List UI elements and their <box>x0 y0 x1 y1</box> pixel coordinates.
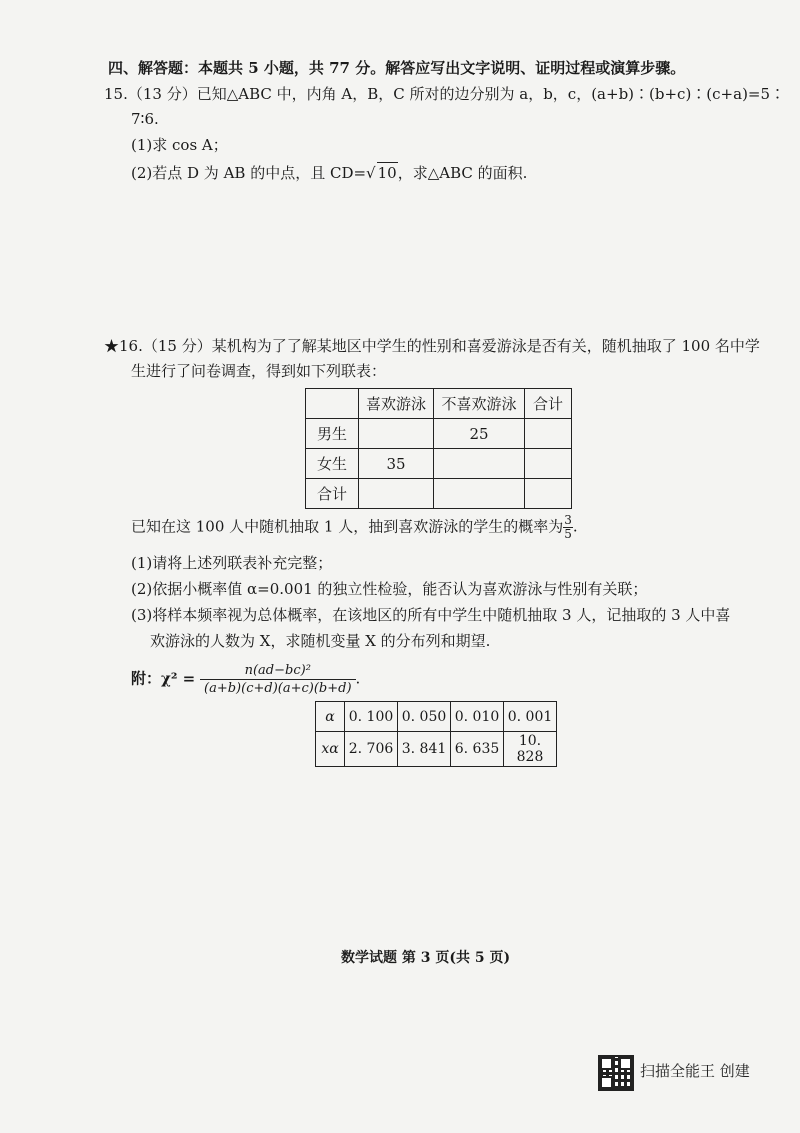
table-cell <box>434 449 525 479</box>
q15-part2-post: ，求△ABC 的面积. <box>397 164 528 182</box>
table-cell: 合计 <box>525 389 572 419</box>
table-cell <box>306 389 359 419</box>
q16-part3-line2: 欢游泳的人数为 X，求随机变量 X 的分布列和期望. <box>150 632 491 650</box>
table-cell: 6. 635 <box>451 732 504 767</box>
q15-part2-pre: (2)若点 D 为 AB 的中点，且 CD= <box>131 164 367 182</box>
q16-line2: 生进行了问卷调查，得到如下列联表： <box>131 362 387 380</box>
table-row <box>306 419 572 449</box>
formula-label: 附：χ² = <box>131 669 196 688</box>
table-header-row <box>306 389 572 419</box>
section-heading: 四、解答题：本题共 5 小题，共 77 分。解答应写出文字说明、证明过程或演算步骤。 <box>108 59 686 77</box>
table-cell: 3. 841 <box>398 732 451 767</box>
table-cell <box>359 419 434 449</box>
qr-code-icon <box>598 1055 634 1091</box>
sqrt-symbol: √ <box>366 164 376 182</box>
fraction-numerator: 3 <box>564 513 572 527</box>
table-row <box>306 449 572 479</box>
q16-known-pre: 已知在这 100 人中随机抽取 1 人，抽到喜欢游泳的学生的概率为 <box>131 517 564 536</box>
q15-part2-sqrt: 10 <box>377 164 397 182</box>
fraction-denominator: 5 <box>564 527 572 541</box>
page-footer: 数学试题 第 3 页(共 5 页) <box>341 950 511 966</box>
q15-part1: (1)求 cos A； <box>131 136 228 154</box>
q16-known <box>131 514 578 541</box>
table-cell <box>359 479 434 509</box>
table-cell: 0. 001 <box>504 702 557 732</box>
scanner-watermark: 扫描全能王 创建 <box>640 1062 750 1080</box>
table-row <box>316 702 557 732</box>
table-cell <box>525 449 572 479</box>
q16-part3-line1: (3)将样本频率视为总体概率，在该地区的所有中学生中随机抽取 3 人，记抽取的 3 人中喜 <box>131 606 731 624</box>
table-row <box>306 479 572 509</box>
critical-value-table <box>315 701 557 767</box>
q15-part2 <box>131 162 527 183</box>
fraction <box>563 514 573 541</box>
q16-line1: ★16.（15 分）某机构为了了解某地区中学生的性别和喜爱游泳是否有关，随机抽取了 100 名中学 <box>104 337 760 355</box>
table-cell <box>525 419 572 449</box>
table-cell: 0. 050 <box>398 702 451 732</box>
table-cell: 25 <box>434 419 525 449</box>
table-cell: xα <box>316 732 345 767</box>
q16-part1: (1)请将上述列联表补充完整； <box>131 554 333 572</box>
formula-fraction <box>200 662 356 697</box>
table-cell: 2. 706 <box>345 732 398 767</box>
formula-denominator: (a+b)(c+d)(a+c)(b+d) <box>204 681 352 696</box>
table-cell <box>525 479 572 509</box>
q15-line1: 15.（13 分）已知△ABC 中，内角 A，B，C 所对的边分别为 a，b，c，(a+b)∶(b+c)∶(c+a)=5∶ <box>104 85 786 103</box>
table-cell: 不喜欢游泳 <box>434 389 525 419</box>
table-cell: α <box>316 702 345 732</box>
table-cell <box>434 479 525 509</box>
q15-line2: 7∶6. <box>131 110 159 128</box>
table-row <box>316 732 557 767</box>
table-cell: 喜欢游泳 <box>359 389 434 419</box>
formula-end: . <box>355 669 361 688</box>
q16-part2: (2)依据小概率值 α=0.001 的独立性检验，能否认为喜欢游泳与性别有关联； <box>131 580 648 598</box>
table-cell: 0. 010 <box>451 702 504 732</box>
table-cell: 合计 <box>306 479 359 509</box>
table-cell: 男生 <box>306 419 359 449</box>
contingency-table <box>305 388 572 509</box>
table-cell: 10. 828 <box>504 732 557 767</box>
q16-known-post: . <box>572 517 578 536</box>
table-cell: 女生 <box>306 449 359 479</box>
table-cell: 0. 100 <box>345 702 398 732</box>
chi-square-formula <box>131 662 360 697</box>
table-cell: 35 <box>359 449 434 479</box>
formula-numerator: n(ad−bc)² <box>200 662 356 680</box>
